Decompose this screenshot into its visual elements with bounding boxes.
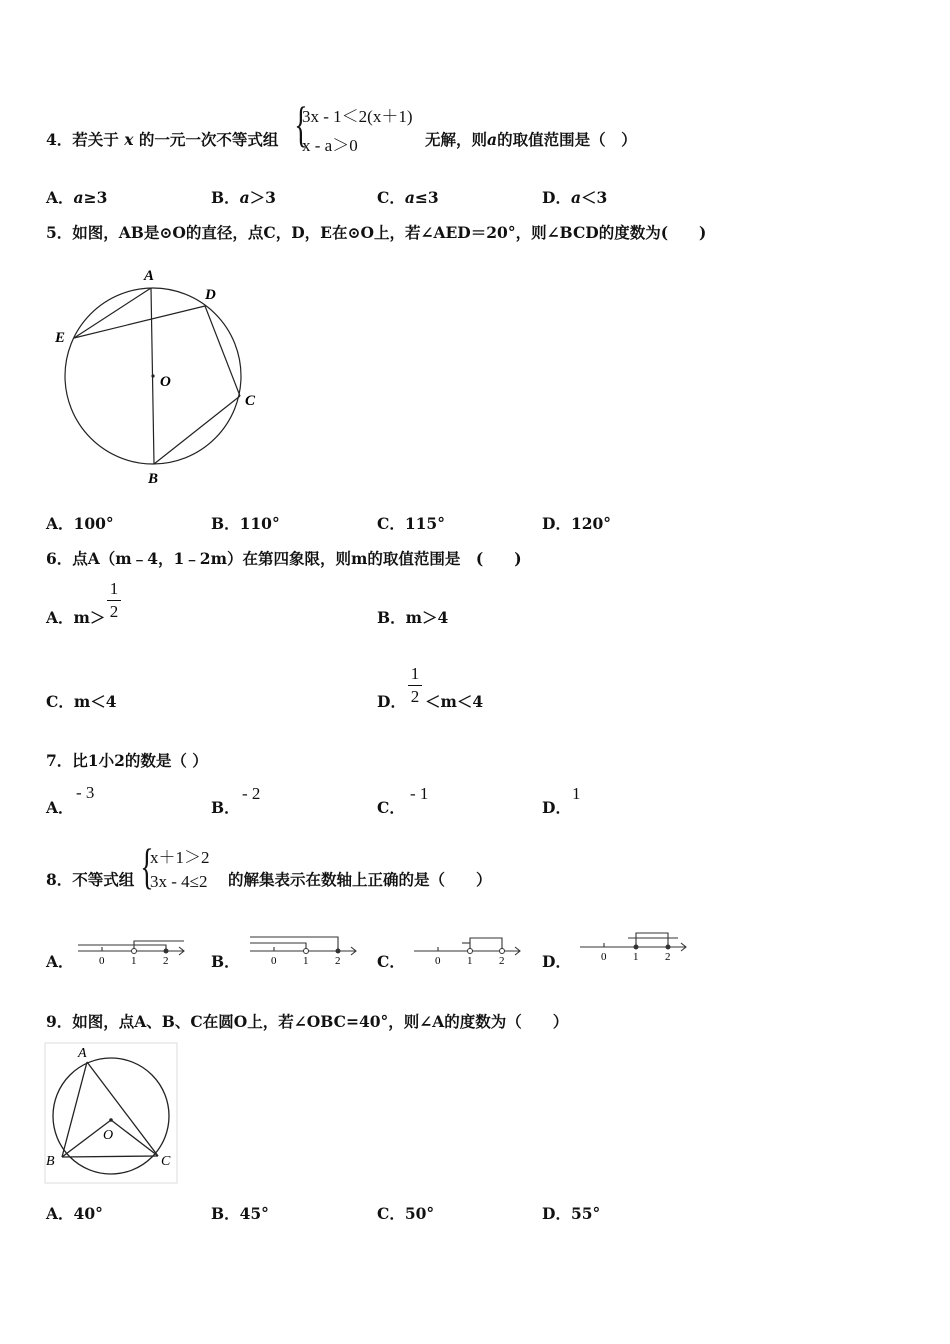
svg-text:1: 1 bbox=[131, 955, 137, 967]
q5-option-d[interactable]: D．120° bbox=[542, 514, 612, 533]
q6-option-a-fraction: 1 2 bbox=[107, 579, 121, 622]
label-a: A bbox=[78, 1046, 87, 1061]
q9-option-b[interactable]: B．45° bbox=[211, 1204, 269, 1223]
svg-text:1: 1 bbox=[303, 955, 309, 967]
svg-text:0: 0 bbox=[99, 955, 105, 967]
q7-stem: 7．比1小2的数是（ ） bbox=[46, 751, 208, 770]
label-d: D bbox=[205, 287, 216, 303]
q4-option-d[interactable]: D．a＜3 bbox=[542, 188, 608, 207]
svg-text:0: 0 bbox=[271, 955, 277, 967]
q9-stem: 9．如图，点A、B、C在圆O上，若∠OBC=40°，则∠A的度数为（ ） bbox=[46, 1012, 569, 1031]
q9-option-d[interactable]: D．55° bbox=[542, 1204, 601, 1223]
q8-option-a-number-line bbox=[76, 933, 188, 967]
q5-option-b[interactable]: B．110° bbox=[211, 514, 280, 533]
center-point bbox=[151, 374, 154, 377]
q7-option-a-value: - 3 bbox=[76, 783, 95, 802]
q4-system-line1: 3x - 1＜2(x＋1) bbox=[302, 107, 413, 126]
chord-dc bbox=[205, 306, 240, 396]
q7-option-b[interactable]: B． bbox=[211, 798, 240, 817]
q8-stem-start: 8．不等式组 bbox=[46, 870, 135, 889]
closed-dot bbox=[164, 949, 169, 954]
q8-option-d-number-line bbox=[578, 926, 690, 963]
q7-option-d[interactable]: D． bbox=[542, 798, 571, 817]
q8-option-c[interactable]: C． bbox=[377, 952, 405, 971]
chord-cb bbox=[154, 396, 240, 464]
open-dot-2 bbox=[500, 949, 505, 954]
q7-option-a[interactable]: A． bbox=[46, 798, 74, 817]
q8-option-c-number-line bbox=[412, 932, 524, 967]
label-c: C bbox=[161, 1154, 171, 1169]
q4-brace: { bbox=[294, 96, 308, 152]
ray-x-gt-1 bbox=[134, 941, 184, 951]
svg-text:2: 2 bbox=[665, 951, 671, 963]
q8-brace: { bbox=[140, 838, 154, 894]
q4-stem-start: 4．若关于 x 的一元一次不等式组 bbox=[46, 130, 279, 149]
ray-x-le-2 bbox=[78, 945, 166, 951]
q6-option-b[interactable]: B．m＞4 bbox=[377, 608, 449, 627]
open-dot bbox=[132, 949, 137, 954]
label-a: A bbox=[144, 268, 155, 284]
closed-dot-2 bbox=[666, 945, 671, 950]
center-point bbox=[109, 1118, 113, 1122]
q7-option-c[interactable]: C． bbox=[377, 798, 405, 817]
ray-x-le-2 bbox=[250, 937, 338, 951]
svg-text:0: 0 bbox=[601, 951, 607, 963]
open-dot bbox=[468, 949, 473, 954]
q4-option-b[interactable]: B．a＞3 bbox=[211, 188, 276, 207]
interval-1-to-2 bbox=[470, 938, 502, 951]
q6-option-d-fraction: 1 2 bbox=[408, 664, 422, 707]
q6-option-d[interactable]: D． bbox=[377, 692, 406, 711]
label-b: B bbox=[46, 1154, 55, 1169]
segment-bc bbox=[62, 1156, 158, 1157]
q9-option-c[interactable]: C．50° bbox=[377, 1204, 435, 1223]
label-c: C bbox=[245, 393, 256, 409]
closed-dot bbox=[634, 945, 639, 950]
q8-option-b-number-line bbox=[248, 930, 360, 967]
q4-stem-end: 无解，则a的取值范围是（ ） bbox=[425, 130, 637, 149]
q8-option-b[interactable]: B． bbox=[211, 952, 240, 971]
q7-option-b-value: - 2 bbox=[242, 784, 261, 803]
ray-x-lt-1 bbox=[250, 943, 306, 951]
svg-text:1: 1 bbox=[633, 951, 639, 963]
svg-text:2: 2 bbox=[163, 955, 169, 967]
closed-dot bbox=[336, 949, 341, 954]
label-b: B bbox=[148, 471, 159, 487]
q8-option-a[interactable]: A． bbox=[46, 952, 74, 971]
interval-1-to-2 bbox=[636, 933, 668, 947]
q5-circle-figure bbox=[50, 262, 260, 490]
q9-circle-figure bbox=[44, 1042, 178, 1184]
q7-option-c-value: - 1 bbox=[410, 784, 429, 803]
q8-system-line2: 3x - 4≤2 bbox=[150, 872, 208, 891]
svg-text:2: 2 bbox=[335, 955, 341, 967]
q8-option-d[interactable]: D． bbox=[542, 952, 571, 971]
q9-option-a[interactable]: A．40° bbox=[46, 1204, 103, 1223]
svg-text:0: 0 bbox=[435, 955, 441, 967]
q6-option-d-rest: ＜m＜4 bbox=[425, 692, 484, 711]
svg-text:2: 2 bbox=[499, 955, 505, 967]
q6-option-a[interactable]: A．m＞ bbox=[46, 608, 106, 627]
q4-option-a[interactable]: A．a≥3 bbox=[46, 188, 108, 207]
q5-option-c[interactable]: C．115° bbox=[377, 514, 445, 533]
chord-ea bbox=[74, 288, 151, 338]
segment-ac bbox=[87, 1062, 158, 1156]
q7-option-d-value: 1 bbox=[572, 784, 581, 803]
q4-system-line2: x - a＞0 bbox=[302, 136, 358, 155]
svg-text:1: 1 bbox=[467, 955, 473, 967]
open-dot bbox=[304, 949, 309, 954]
q5-option-a[interactable]: A．100° bbox=[46, 514, 114, 533]
q8-stem-end: 的解集表示在数轴上正确的是（ ） bbox=[228, 870, 492, 889]
q6-stem: 6．点A（m﹣4，1﹣2m）在第四象限，则m的取值范围是 ( ) bbox=[46, 549, 522, 568]
label-o: O bbox=[160, 374, 171, 390]
q6-option-c[interactable]: C．m＜4 bbox=[46, 692, 117, 711]
q4-option-c[interactable]: C．a≤3 bbox=[377, 188, 439, 207]
q8-system-line1: x＋1＞2 bbox=[150, 848, 210, 867]
label-e: E bbox=[55, 330, 66, 346]
segment-ab bbox=[62, 1062, 87, 1157]
label-o: O bbox=[103, 1128, 114, 1143]
q5-stem: 5．如图，AB是⊙O的直径，点C，D，E在⊙O上，若∠AED＝20°，则∠BCD的度数为( ) bbox=[46, 223, 707, 242]
